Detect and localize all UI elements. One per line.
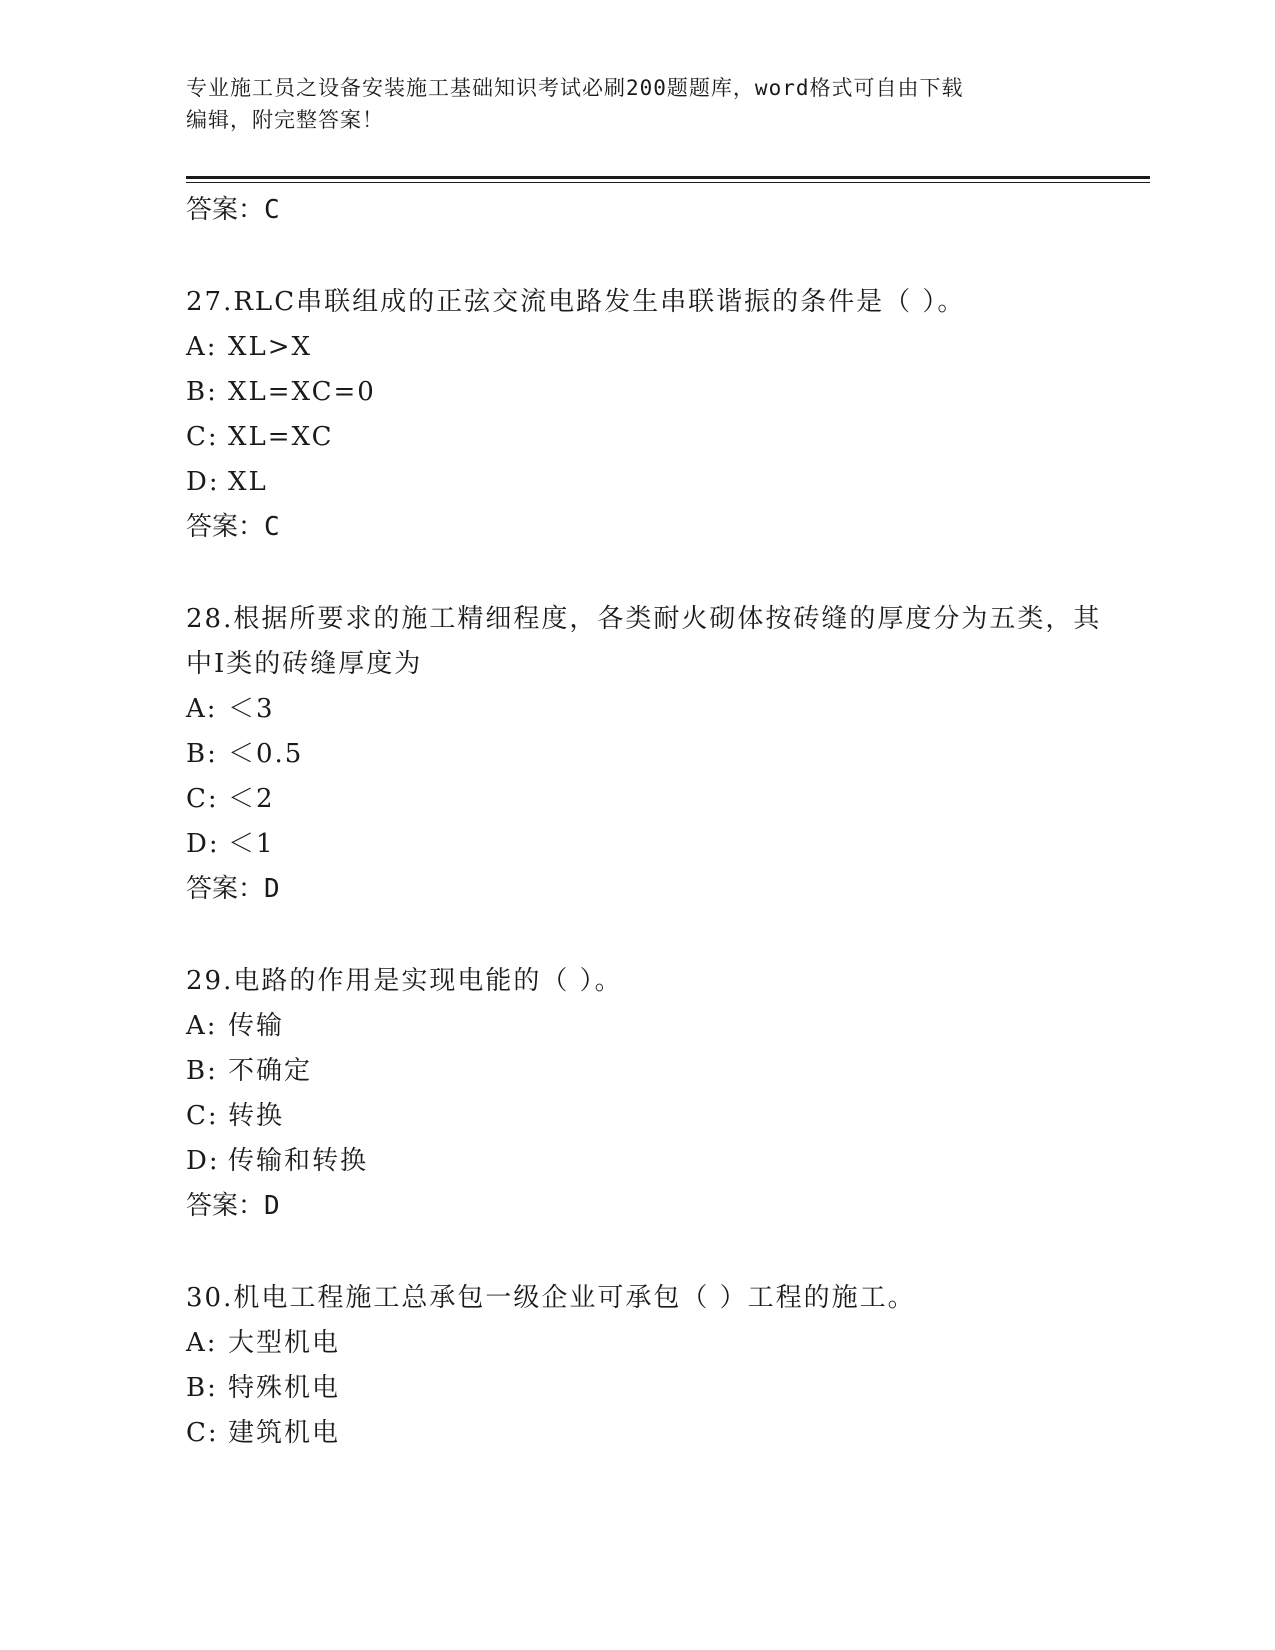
- answer-line: 答案：C: [186, 512, 280, 542]
- option-c: [186, 415, 1106, 460]
- header-line-1: 专业施工员之设备安装施工基础知识考试必刷200题题库，word格式可自由下载: [186, 76, 964, 100]
- document-header: [186, 72, 1086, 136]
- option-c: [186, 1094, 1106, 1139]
- option-text: 传输和转换: [228, 1146, 369, 1176]
- option-text: ＜3: [228, 694, 275, 724]
- option-letter: B:: [186, 739, 218, 769]
- option-letter: B:: [186, 1373, 218, 1403]
- option-letter: B:: [186, 1056, 218, 1086]
- option-letter: C:: [186, 422, 219, 452]
- option-text: XL: [228, 467, 268, 497]
- option-letter: B:: [186, 377, 218, 407]
- option-c: [186, 777, 1106, 822]
- option-text: XL>X: [228, 332, 313, 362]
- question-item: [186, 1276, 1106, 1456]
- option-text: XL=XC=0: [228, 377, 376, 407]
- option-c: [186, 1411, 1106, 1456]
- question-stem: 27.RLC串联组成的正弦交流电路发生串联谐振的条件是（ ）。: [186, 287, 966, 317]
- option-letter: A:: [186, 694, 218, 724]
- option-letter: A:: [186, 1328, 218, 1358]
- header-divider-thick: [186, 176, 1150, 179]
- option-text: XL=XC: [228, 422, 334, 452]
- spacer: [186, 550, 1106, 597]
- option-text: 建筑机电: [228, 1418, 341, 1448]
- option-a: [186, 325, 1106, 370]
- option-text: ＜2: [228, 784, 275, 814]
- option-d: [186, 460, 1106, 505]
- option-letter: D:: [186, 829, 220, 859]
- answer-line: 答案：C: [186, 195, 280, 225]
- question-list: [186, 188, 1106, 1456]
- question-item: [186, 959, 1106, 1229]
- option-text: 大型机电: [228, 1328, 341, 1358]
- option-a: [186, 1004, 1106, 1049]
- option-text: 不确定: [228, 1056, 313, 1086]
- option-text: ＜0.5: [228, 739, 304, 769]
- question-item: [186, 597, 1106, 912]
- option-text: ＜1: [228, 829, 275, 859]
- option-letter: C:: [186, 1418, 219, 1448]
- option-d: [186, 1139, 1106, 1184]
- spacer: [186, 1229, 1106, 1276]
- option-text: 特殊机电: [228, 1373, 341, 1403]
- option-text: 传输: [228, 1011, 285, 1041]
- option-text: 转换: [228, 1101, 285, 1131]
- option-b: [186, 1049, 1106, 1094]
- option-a: [186, 687, 1106, 732]
- option-d: [186, 822, 1106, 867]
- option-letter: C:: [186, 1101, 219, 1131]
- question-item: [186, 280, 1106, 550]
- question-stem: 28.根据所要求的施工精细程度，各类耐火砌体按砖缝的厚度分为五类，其中Ⅰ类的砖缝厚度为: [186, 604, 1102, 679]
- option-letter: C:: [186, 784, 219, 814]
- option-letter: D:: [186, 467, 220, 497]
- question-stem: 30.机电工程施工总承包一级企业可承包（ ）工程的施工。: [186, 1283, 916, 1313]
- option-letter: D:: [186, 1146, 220, 1176]
- option-b: [186, 732, 1106, 777]
- spacer: [186, 912, 1106, 959]
- option-a: [186, 1321, 1106, 1366]
- option-b: [186, 1366, 1106, 1411]
- option-letter: A:: [186, 332, 218, 362]
- spacer: [186, 233, 1106, 280]
- option-letter: A:: [186, 1011, 218, 1041]
- header-line-2: 编辑，附完整答案！: [186, 108, 384, 132]
- question-stem: 29.电路的作用是实现电能的（ ）。: [186, 966, 623, 996]
- answer-line: 答案：D: [186, 874, 280, 904]
- answer-line: 答案：D: [186, 1191, 280, 1221]
- option-b: [186, 370, 1106, 415]
- header-divider-thin: [186, 182, 1150, 183]
